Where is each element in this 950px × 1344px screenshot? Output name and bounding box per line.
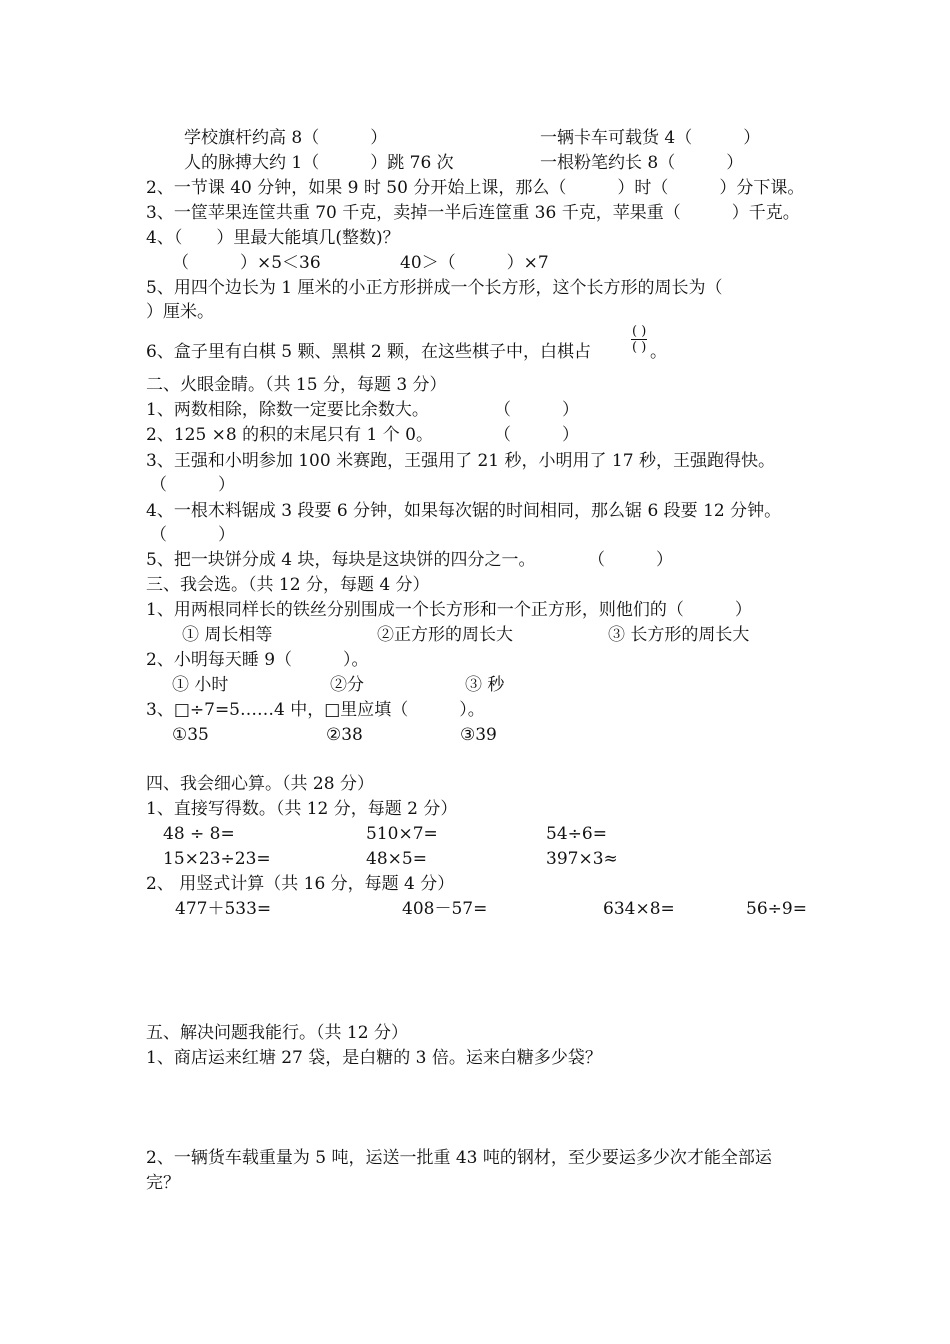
vertical-calc-3: 634×8= xyxy=(603,899,675,919)
fraction-denominator: ( ) xyxy=(632,340,647,355)
calc-4: 15×23÷23= xyxy=(163,849,271,869)
section-2-title: 二、火眼金睛。（共 15 分，每题 3 分） xyxy=(146,375,447,395)
s3-question-3: 3、□÷7=5……4 中，□里应填（ ）。 xyxy=(146,700,485,720)
s2-question-4-blank: （ ） xyxy=(150,525,235,545)
vertical-calc-2: 408－57= xyxy=(402,899,488,919)
s3-q3-option-2: ②38 xyxy=(326,725,363,745)
question-6-fraction xyxy=(631,324,647,355)
question-3-apples: 3、一筐苹果连筐共重 70 千克，卖掉一半后连筐重 36 千克，苹果重（ ）千克。 xyxy=(146,203,800,223)
s5-question-1: 1、商店运来红塘 27 袋，是白糖的 3 倍。运来白糖多少袋？ xyxy=(146,1048,602,1068)
s2-question-1-blank: （ ） xyxy=(494,400,579,420)
calc-3: 54÷6= xyxy=(546,824,607,844)
s2-question-5: 5、把一块饼分成 4 块，每块是这块饼的四分之一。 xyxy=(146,550,536,570)
question-2-class-end: 2、一节课 40 分钟，如果 9 时 50 分开始上课，那么（ ）时（ ）分下课。 xyxy=(146,178,805,198)
s2-question-2: 2、125 ×8 的积的末尾只有 1 个 0。 xyxy=(146,425,433,445)
s5-question-2-cont: 完？ xyxy=(146,1173,180,1193)
question-4-largest-integer: 4、（ ）里最大能填几(整数)？ xyxy=(146,228,400,248)
s4-subtitle-1: 1、直接写得数。（共 12 分，每题 2 分） xyxy=(146,799,458,819)
question-6-chess: 6、盒子里有白棋 5 颗、黑棋 2 颗，在这些棋子中，白棋占 xyxy=(146,342,592,362)
q1-pulse: 人的脉搏大约 1（ ）跳 76 次 xyxy=(184,153,454,173)
s3-question-1: 1、用两根同样长的铁丝分别围成一个长方形和一个正方形，则他们的（ ） xyxy=(146,600,752,620)
calc-5: 48×5= xyxy=(366,849,427,869)
vertical-calc-4: 56÷9= xyxy=(746,899,807,919)
q1-chalk: 一根粉笔约长 8（ ） xyxy=(540,153,744,173)
s4-subtitle-2: 2、 用竖式计算（共 16 分，每题 4 分） xyxy=(146,874,455,894)
section-5-title: 五、解决问题我能行。（共 12 分） xyxy=(146,1023,408,1043)
s3-question-2: 2、小明每天睡 9（ ）。 xyxy=(146,650,369,670)
s5-question-2: 2、一辆货车载重量为 5 吨，运送一批重 43 吨的钢材，至少要运多少次才能全部运 xyxy=(146,1148,772,1168)
s3-q2-option-2: ②分 xyxy=(330,675,364,695)
question-4-part-b: 40＞（ ）×7 xyxy=(400,253,549,273)
s3-q3-option-1: ①35 xyxy=(172,725,209,745)
s3-q3-option-3: ③39 xyxy=(460,725,497,745)
s3-q2-option-3: ③ 秒 xyxy=(465,675,505,695)
s3-q1-option-1: ① 周长相等 xyxy=(182,625,273,645)
fraction-numerator: ( ) xyxy=(632,324,647,339)
question-5-perimeter: 5、用四个边长为 1 厘米的小正方形拼成一个长方形，这个长方形的周长为（ xyxy=(146,278,723,298)
section-3-title: 三、我会选。（共 12 分，每题 4 分） xyxy=(146,575,430,595)
section-4-title: 四、我会细心算。（共 28 分） xyxy=(146,774,374,794)
s2-question-3-blank: （ ） xyxy=(150,475,235,495)
s2-question-1: 1、两数相除，除数一定要比余数大。 xyxy=(146,400,429,420)
calc-6: 397×3≈ xyxy=(546,849,618,869)
question-4-part-a: （ ）×5＜36 xyxy=(172,253,321,273)
vertical-calc-1: 477＋533= xyxy=(175,899,272,919)
s2-question-4: 4、一根木料锯成 3 段要 6 分钟，如果每次锯的时间相同，那么锯 6 段要 12 分钟。 xyxy=(146,501,782,521)
s3-q1-option-2: ②正方形的周长大 xyxy=(377,625,513,645)
s2-question-3: 3、王强和小明参加 100 米赛跑，王强用了 21 秒，小明用了 17 秒，王强跑得快。 xyxy=(146,451,775,471)
question-6-end: 。 xyxy=(650,342,667,362)
question-5-perimeter-cont: ）厘米。 xyxy=(146,302,214,322)
s3-q2-option-1: ① 小时 xyxy=(172,675,229,695)
calc-2: 510×7= xyxy=(366,824,438,844)
q1-truck: 一辆卡车可载货 4（ ） xyxy=(540,128,761,148)
s3-q1-option-3: ③ 长方形的周长大 xyxy=(608,625,750,645)
s2-question-5-blank: （ ） xyxy=(588,550,673,570)
q1-flagpole: 学校旗杆约高 8（ ） xyxy=(184,128,388,148)
s2-question-2-blank: （ ） xyxy=(494,425,579,445)
calc-1: 48 ÷ 8= xyxy=(163,824,235,844)
